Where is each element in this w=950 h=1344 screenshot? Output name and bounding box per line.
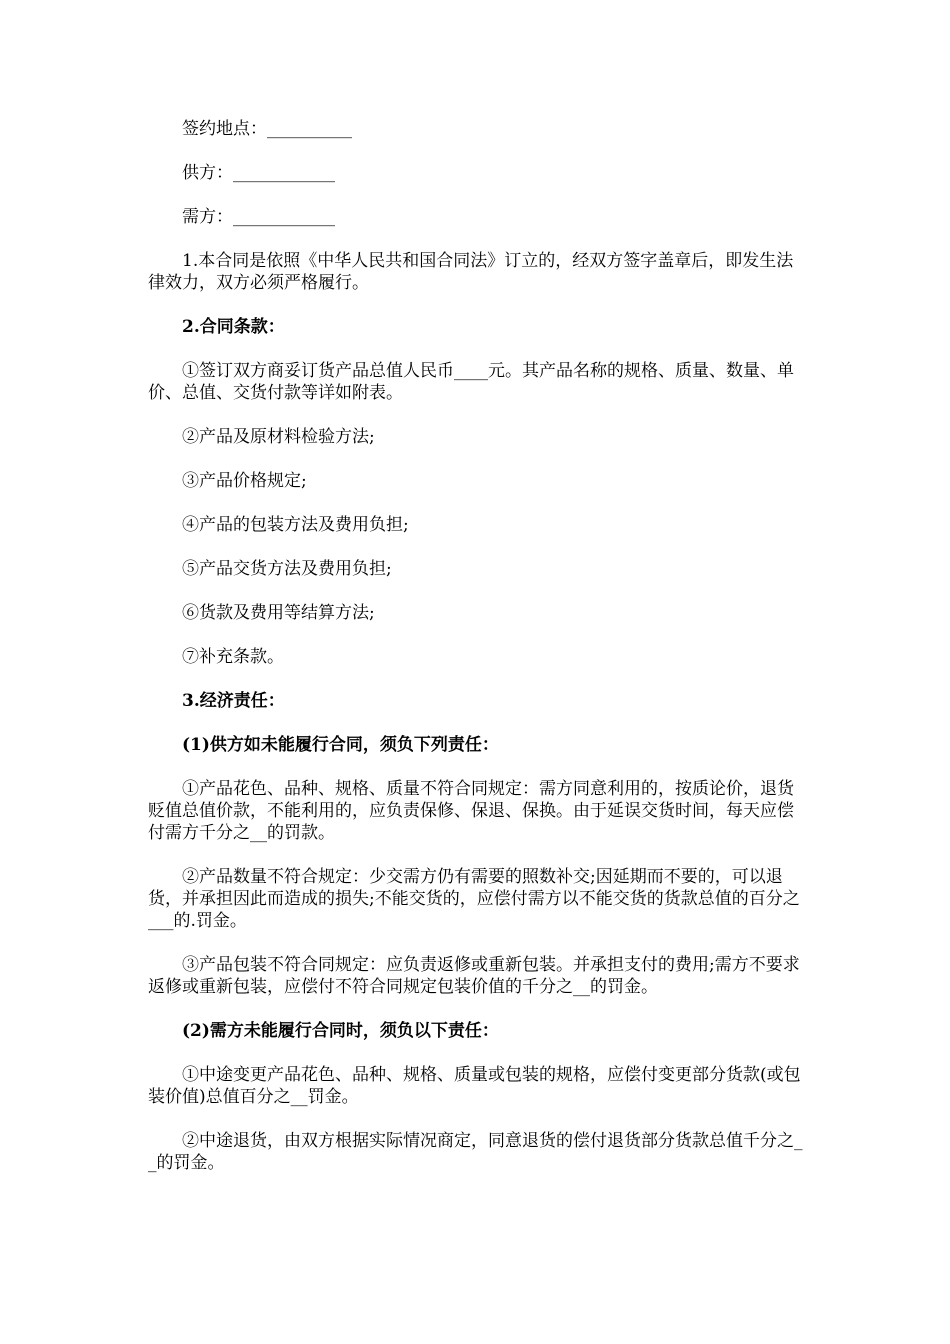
signing-place-field [148, 118, 808, 140]
section-2-item: ④产品的包装方法及费用负担; [182, 515, 409, 535]
buyer-liability-item: ①中途变更产品花色、品种、规格、质量或包装的规格，应偿付变更部分货款(或包装价值)总值百分之__罚金。 [148, 1065, 801, 1107]
section-3-heading: 3.经济责任： [182, 691, 285, 711]
signing-place-blank: __________ [267, 119, 352, 139]
section-2-heading: 2.合同条款： [182, 317, 285, 337]
supplier-label: 供方： [182, 163, 233, 183]
buyer-blank: ____________ [233, 207, 335, 227]
clause-1: 1.本合同是依照《中华人民共和国合同法》订立的，经双方签字盖章后，即发生法律效力，双方必须严格履行。 [148, 251, 794, 293]
section-2-item: ①签订双方商妥订货产品总值人民币____元。其产品名称的规格、质量、数量、单价、总值、交货付款等详如附表。 [148, 361, 794, 403]
supplier-liability-item: ③产品包装不符合同规定：应负责返修或重新包装。并承担支付的费用;需方不要求返修或重新包装，应偿付不符合同规定包装价值的千分之__的罚金。 [148, 955, 800, 997]
supplier-liability-item: ②产品数量不符合规定：少交需方仍有需要的照数补交;因延期而不要的，可以退货，并承担因此而造成的损失;不能交货的，应偿付需方以不能交货的货款总值的百分之___的.罚金。 [148, 867, 800, 931]
supplier-blank: ____________ [233, 163, 335, 183]
section-2-item: ⑤产品交货方法及费用负担; [182, 559, 392, 579]
buyer-field [148, 206, 808, 228]
section-2-item: ⑥货款及费用等结算方法; [182, 603, 375, 623]
section-2-item: ③产品价格规定; [182, 471, 307, 491]
contract-body [148, 118, 808, 1196]
signing-place-label: 签约地点： [182, 119, 267, 139]
buyer-label: 需方： [182, 207, 233, 227]
section-2-item: ②产品及原材料检验方法; [182, 427, 375, 447]
supplier-liability-item: ①产品花色、品种、规格、质量不符合同规定：需方同意利用的，按质论价，退货贬值总值价款，不能利用的，应负责保修、保退、保换。由于延误交货时间，每天应偿付需方千分之__的罚款。 [148, 779, 794, 843]
section-2-item: ⑦补充条款。 [182, 647, 284, 667]
buyer-liability-item: ②中途退货，由双方根据实际情况商定，同意退货的偿付退货部分货款总值千分之__的罚金。 [148, 1131, 803, 1173]
buyer-liability-heading: (2)需方未能履行合同时，须负以下责任： [182, 1021, 499, 1041]
supplier-field [148, 162, 808, 184]
supplier-liability-heading: (1)供方如未能履行合同，须负下列责任： [182, 735, 499, 755]
